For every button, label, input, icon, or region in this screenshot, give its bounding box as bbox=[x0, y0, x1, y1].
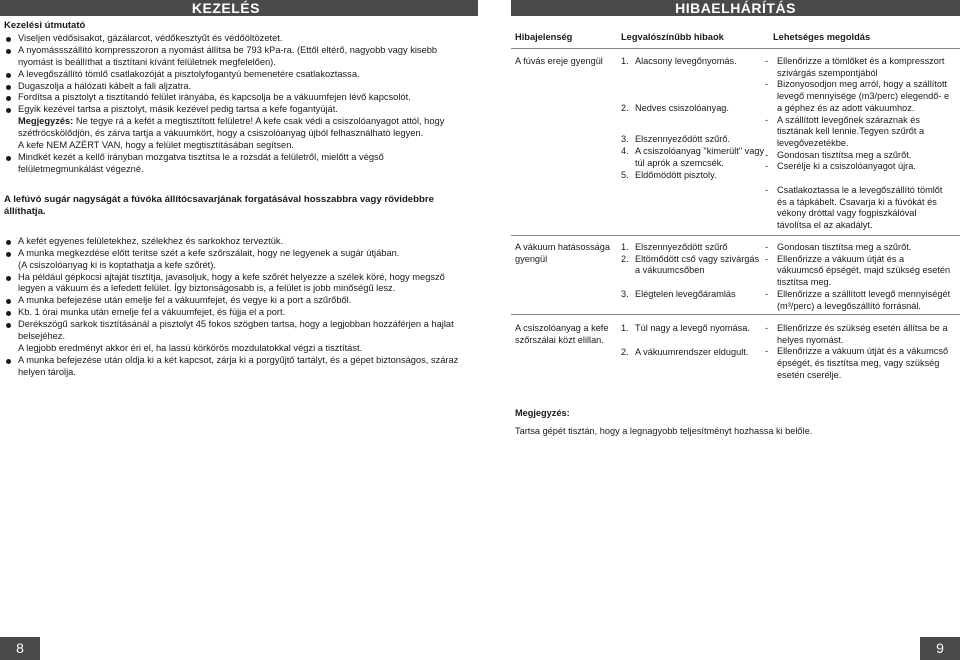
list-item: - Gondosan tisztítsa meg a szűrőt. bbox=[765, 149, 912, 160]
bullet-icon bbox=[6, 252, 11, 257]
bullet-icon bbox=[6, 85, 11, 90]
list-item: A kefét egyenes felületekhez, szélekhez és sarkokhoz terveztük. bbox=[4, 236, 470, 248]
row-3-solutions bbox=[761, 323, 953, 382]
instructions-title: Kezelési útmutató bbox=[4, 20, 86, 31]
list-item: 2. Eltömődött cső vagy szivárgás a vákuumcsőben bbox=[621, 253, 760, 276]
list-item: 2. A vákuumrendszer eldugult. bbox=[621, 346, 749, 357]
row-3-symptom: A csiszolóanyag a kefe szőrszálai közt elillan. bbox=[515, 323, 609, 345]
list-item: 4. A csiszolóanyag "kimerült" vagy túl aprók a szemcsék. bbox=[621, 146, 765, 168]
list-item: - Bizonyosodjon meg arról, hogy a szállított levegő mennyisége (m3/perc) elegendő- e a géphez és az adott vákuumhoz. bbox=[765, 79, 950, 113]
list-item: - Ellenőrizze és szükség esetén állítsa be a helyes nyomást. bbox=[765, 323, 948, 345]
column-header-symptom: Hibajelenség bbox=[515, 32, 573, 42]
note-label: Megjegyzés: bbox=[515, 408, 570, 418]
row-divider bbox=[511, 235, 960, 236]
operation-section bbox=[4, 20, 470, 379]
list-item: - Ellenőrizze a szállított levegő mennyiségét (m³/perc) a levegőszállító forrásnál. bbox=[765, 288, 951, 311]
bullet-icon bbox=[6, 156, 11, 161]
note-text: Tartsa gépét tisztán, hogy a legnagyobb teljesítményt hozhassa ki belőle. bbox=[515, 425, 813, 436]
bullet-icon bbox=[6, 73, 11, 78]
note-extra: A kefe NEM AZÉRT VAN, hogy a felület megtisztításában segítsen. bbox=[18, 140, 294, 151]
list-item: Dugaszolja a hálózati kábelt a fali aljzatra. bbox=[4, 81, 470, 93]
list-item: - Gondosan tisztítsa meg a szűrőt. bbox=[765, 242, 912, 252]
row-1-causes bbox=[621, 56, 766, 181]
note-text: Ne tegye rá a kefét a megtisztított felületre! A kefe csak védi a csiszolóanyagot attól, hogy szétfröcskölődjön, és zárva tartja a vákuumkört, hogy a csiszolóanyag újból felhasználható legyen. bbox=[18, 116, 445, 139]
list-item: 5. Eldőmödött pisztoly. bbox=[621, 169, 717, 180]
list-item: 3. Elszennyeződött szűrő. bbox=[621, 134, 730, 145]
list-item: Fordítsa a pisztolyt a tisztítandó felület irányába, és kapcsolja be a vákuumfejen lévő kapcsolót. bbox=[4, 92, 470, 104]
bullet-icon bbox=[6, 299, 11, 304]
bullet-icon bbox=[6, 96, 11, 101]
list-item: - Ellenőrizze a vákuum útját és a vákuumcső épségét, majd szükség esetén tisztítsa meg. bbox=[765, 253, 951, 288]
instruction-list-end bbox=[4, 152, 470, 176]
page-number-left: 8 bbox=[0, 637, 40, 660]
bullet-icon bbox=[6, 240, 11, 245]
list-item: Kb. 1 órai munka után emelje fel a vákuumfejet, és fújja el a port. bbox=[4, 307, 470, 319]
list-item: Mindkét kezét a kellő irányban mozgatva tisztítsa le a rozsdát a felületről, mielőtt a végső felületmegmunkálást végezné. bbox=[4, 152, 470, 176]
troubleshooting-note bbox=[515, 408, 812, 437]
bullet-icon bbox=[6, 108, 11, 113]
emphasis-note: A lefúvó sugár nagyságát a fúvóka állítócsavarjának forgatásával hosszabbra vagy rövidebbre állíthatja. bbox=[4, 193, 434, 218]
row-divider bbox=[511, 314, 960, 315]
row-2-symptom: A vákuum hatásossága gyengül bbox=[515, 242, 610, 264]
list-item: A levegőszállító tömlő csatlakozóját a pisztolyfogantyú bemenetére csatlakoztassa. bbox=[4, 69, 470, 81]
list-item: 1. Elszennyeződött szűrő bbox=[621, 242, 728, 252]
note-paragraph bbox=[4, 116, 470, 140]
list-item: 3. Elégtelen levegőáramlás bbox=[621, 289, 736, 300]
list-item: A munka megkezdése előtt terítse szét a kefe szőrszálait, hogy ne legyenek a sugár útjában. (A csiszolóanyag ki is koptathatja a kefe szőrét). bbox=[4, 248, 470, 272]
instruction-list bbox=[4, 33, 470, 116]
bullet-icon bbox=[6, 323, 11, 328]
list-item: 2. Nedves csiszolóanyag. bbox=[621, 102, 729, 113]
row-2-causes bbox=[621, 242, 766, 301]
list-item: - Ellenőrizze a vákuum útját és a vákumcső épségét, és tisztítsa meg, vagy szükség esetén cserélje. bbox=[765, 346, 949, 380]
column-header-solution: Lehetséges megoldás bbox=[773, 32, 871, 42]
bullet-icon bbox=[6, 311, 11, 316]
left-page-header bbox=[0, 0, 478, 16]
column-header-cause: Legvalószínűbb hibaok bbox=[621, 32, 724, 42]
row-1-symptom: A fúvás ereje gyengül bbox=[515, 56, 603, 66]
list-item: Ha például gépkocsi ajtaját tisztítja, javasoljuk, hogy a kefe szőrét helyezze a szélek köré, hogy megsző legyen a vákuum és a lefedett felület. Így biztonságosabb is, a felület is jobb minőségű lesz. bbox=[4, 272, 470, 296]
list-item: Egyik kezével tartsa a pisztolyt, másik kezével pedig tartsa a kefe fogantyúját. bbox=[4, 104, 470, 116]
bullet-icon bbox=[6, 359, 11, 364]
list-item: Viseljen védősisakot, gázálarcot, védőkesztyűt és védőöltözetet. bbox=[4, 33, 470, 45]
bullet-icon bbox=[6, 37, 11, 42]
list-item: - A szállított levegőnek száraznak és tisztának kell lennie.Tegyen szűrőt a levegővezetékbe. bbox=[765, 114, 925, 148]
list-item: - Csatlakoztassa le a levegőszállító tömlőt és a tápkábelt. Csavarja ki a fúvókát és vékony dróttal vagy fogpiszkálóval távolítsa el az akadályt. bbox=[765, 185, 943, 231]
page-number-right: 9 bbox=[920, 637, 960, 660]
right-page-header: HIBAELHÁRÍTÁS bbox=[511, 0, 960, 16]
row-1-solutions bbox=[761, 56, 953, 232]
bullet-icon bbox=[6, 49, 11, 54]
brush-instructions-list bbox=[4, 236, 470, 379]
list-item: Derékszögű sarkok tisztításánál a pisztolyt 45 fokos szögben tartsa, hogy a legjobban hozzáférjen a hajlat belsejéhez. A legjobb eredményt akkor éri el, ha lassú körkörös mozdulatokkal végzi a tisztítást. bbox=[4, 319, 470, 355]
note-label: Megjegyzés: bbox=[18, 116, 74, 127]
list-item: 1. Túl nagy a levegő nyomása. bbox=[621, 323, 750, 333]
list-item: A munka befejezése után oldja ki a két kapcsot, zárja ki a porgyűjtő tartályt, és a gépet biztonságos, száraz helyen tárolja. bbox=[4, 355, 470, 379]
row-3-causes bbox=[621, 323, 766, 358]
row-2-solutions bbox=[761, 242, 953, 312]
list-item: - Cserélje ki a csiszolóanyagot újra. bbox=[765, 161, 916, 172]
list-item: - Ellenőrizze a tömlőket és a kompresszort szivárgás szempontjából bbox=[765, 56, 945, 78]
list-item: A nyomássszállító kompresszoron a nyomást állítsa be 793 kPa-ra. (Ettől eltérő, nagyobb vagy kisebb nyomást is beállíthat a tisztítani kívánt felületnek megfelelően). bbox=[4, 45, 470, 69]
left-page-title: KEZELÉS bbox=[191, 0, 260, 16]
list-item: A munka befejezése után emelje fel a vákuumfejet, és vegye ki a port a szűrőből. bbox=[4, 295, 470, 307]
list-item: 1. Alacsony levegőnyomás. bbox=[621, 56, 737, 66]
header-divider bbox=[511, 48, 960, 49]
bullet-icon bbox=[6, 276, 11, 281]
